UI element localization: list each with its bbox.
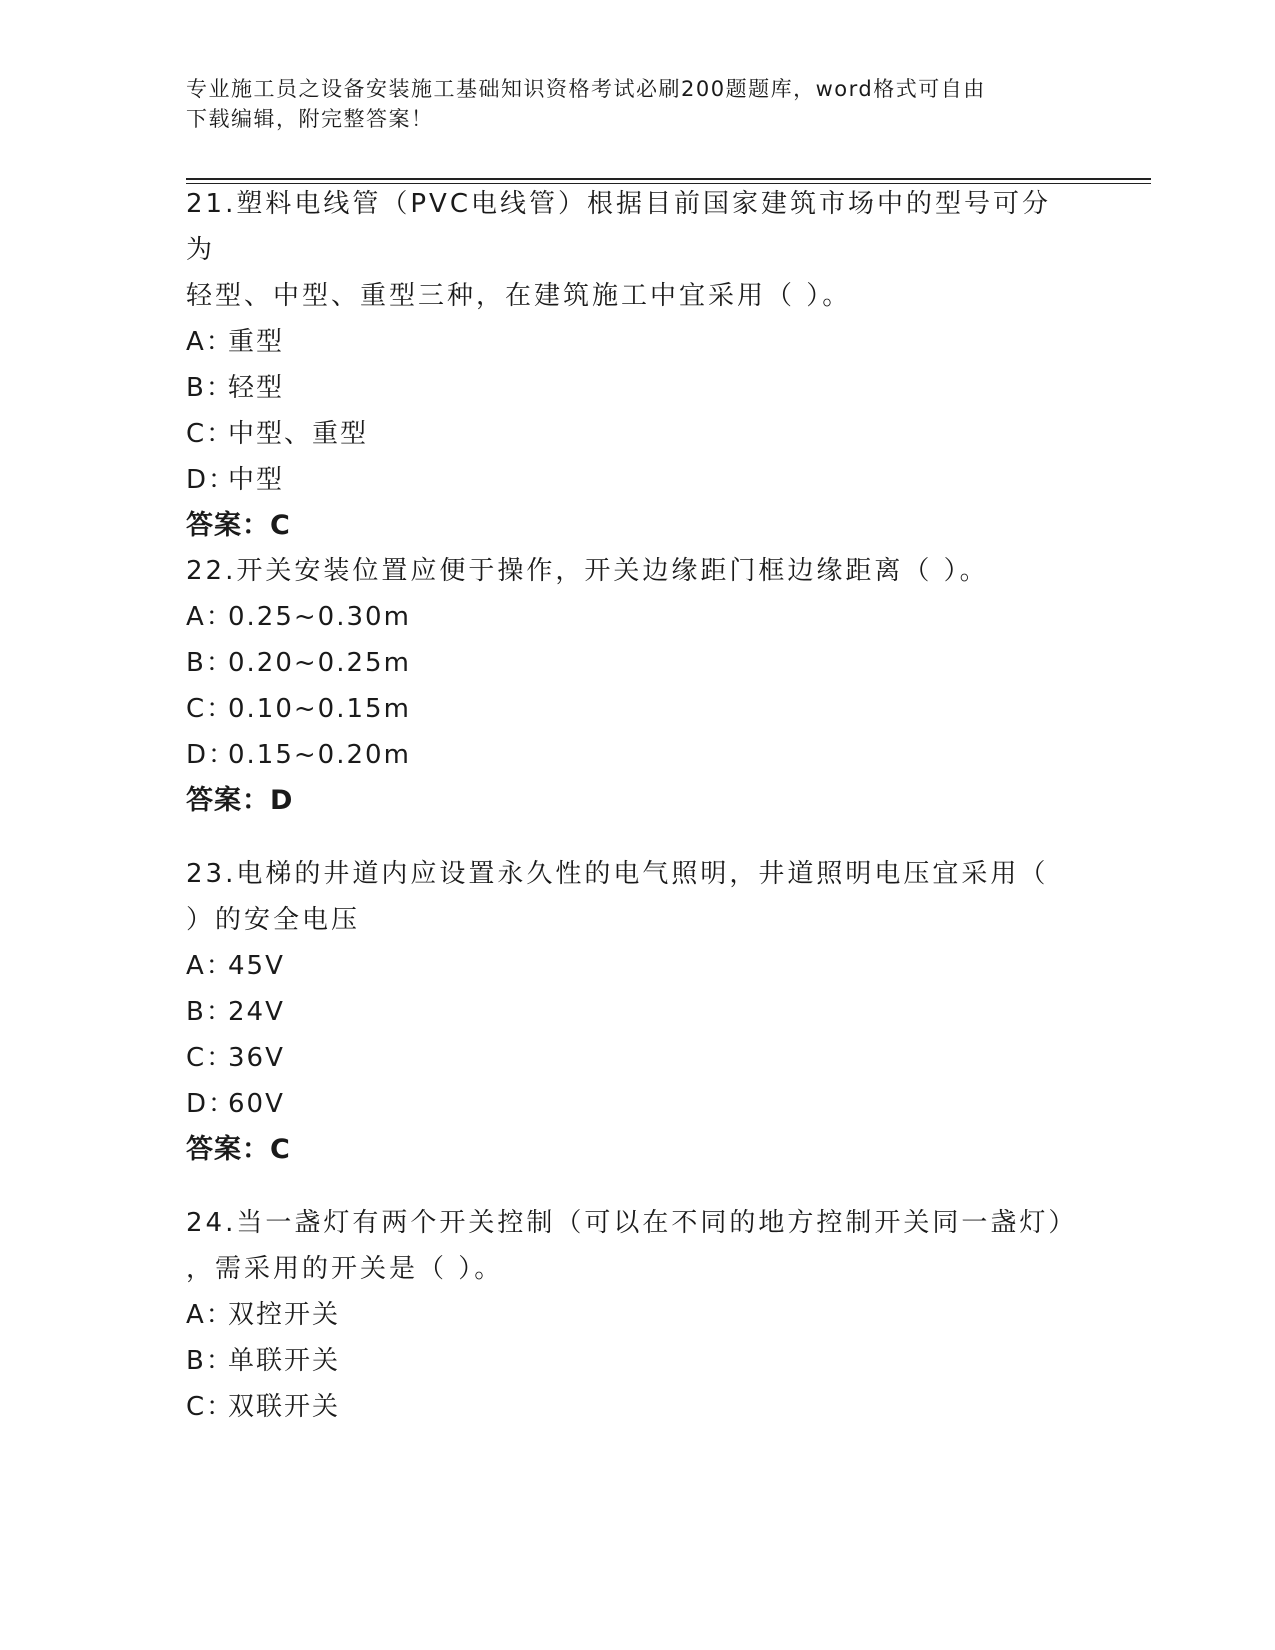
option-c	[186, 686, 1066, 732]
option-d	[186, 457, 1066, 503]
option-text: 60V	[228, 1089, 285, 1119]
option-key: C：	[186, 694, 235, 724]
option-key: A：	[186, 602, 234, 632]
option-key: B：	[186, 997, 234, 1027]
option-b	[186, 1338, 1066, 1384]
question-stem-line-1: 24.当一盏灯有两个开关控制（可以在不同的地方控制开关同一盏灯）	[186, 1208, 1078, 1238]
option-b	[186, 989, 1066, 1035]
option-text: 双联开关	[228, 1392, 341, 1422]
answer-line: 答案：D	[186, 785, 294, 816]
option-a	[186, 1292, 1066, 1338]
option-c	[186, 411, 1066, 457]
option-c	[186, 1384, 1066, 1430]
option-a	[186, 319, 1066, 365]
option-b	[186, 640, 1066, 686]
option-text: 中型	[228, 465, 285, 495]
option-text: 36V	[228, 1043, 285, 1073]
question-stem-line-1: 21.塑料电线管（PVC电线管）根据目前国家建筑市场中的型号可分为	[186, 189, 1051, 265]
option-key: A：	[186, 327, 234, 357]
option-text: 0.25~0.30m	[228, 602, 411, 632]
option-key: D：	[186, 740, 237, 770]
question-stem-line-2: ）的安全电压	[186, 905, 361, 935]
option-a	[186, 943, 1066, 989]
option-a	[186, 594, 1066, 640]
option-text: 45V	[228, 951, 285, 981]
option-key: C：	[186, 419, 235, 449]
option-c	[186, 1035, 1066, 1081]
header-divider-thick	[186, 178, 1151, 180]
option-text: 24V	[228, 997, 285, 1027]
document-header	[186, 74, 1066, 134]
question-stem-line-1: 22.开关安装位置应便于操作，开关边缘距门框边缘距离（ ）。	[186, 556, 989, 586]
answer-line: 答案：C	[186, 510, 291, 541]
question-stem-line-2: ，需采用的开关是（ ）。	[186, 1254, 504, 1284]
option-text: 轻型	[228, 373, 285, 403]
option-text: 0.20~0.25m	[228, 648, 411, 678]
option-text: 中型、重型	[228, 419, 369, 449]
answer-line: 答案：C	[186, 1134, 291, 1165]
option-key: D：	[186, 465, 237, 495]
option-key: B：	[186, 1346, 234, 1376]
option-key: A：	[186, 1300, 234, 1330]
option-text: 双控开关	[228, 1300, 341, 1330]
option-key: C：	[186, 1392, 235, 1422]
option-d	[186, 1081, 1066, 1127]
question-24	[186, 1200, 1078, 1430]
option-text: 重型	[228, 327, 285, 357]
question-stem-line-1: 23.电梯的井道内应设置永久性的电气照明，井道照明电压宜采用（	[186, 859, 1049, 889]
header-line-2: 下载编辑，附完整答案！	[186, 107, 434, 131]
option-key: B：	[186, 648, 234, 678]
option-key: C：	[186, 1043, 235, 1073]
option-b	[186, 365, 1066, 411]
option-d	[186, 732, 1066, 778]
option-key: D：	[186, 1089, 237, 1119]
option-text: 0.10~0.15m	[228, 694, 411, 724]
question-21	[186, 181, 1066, 549]
question-stem-line-2: 轻型、中型、重型三种，在建筑施工中宜采用（ ）。	[186, 281, 852, 311]
option-text: 单联开关	[228, 1346, 341, 1376]
question-23	[186, 851, 1066, 1173]
question-22	[186, 548, 1066, 824]
header-line-1: 专业施工员之设备安装施工基础知识资格考试必刷200题题库，word格式可自由	[186, 77, 986, 101]
option-text: 0.15~0.20m	[228, 740, 411, 770]
option-key: A：	[186, 951, 234, 981]
option-key: B：	[186, 373, 234, 403]
